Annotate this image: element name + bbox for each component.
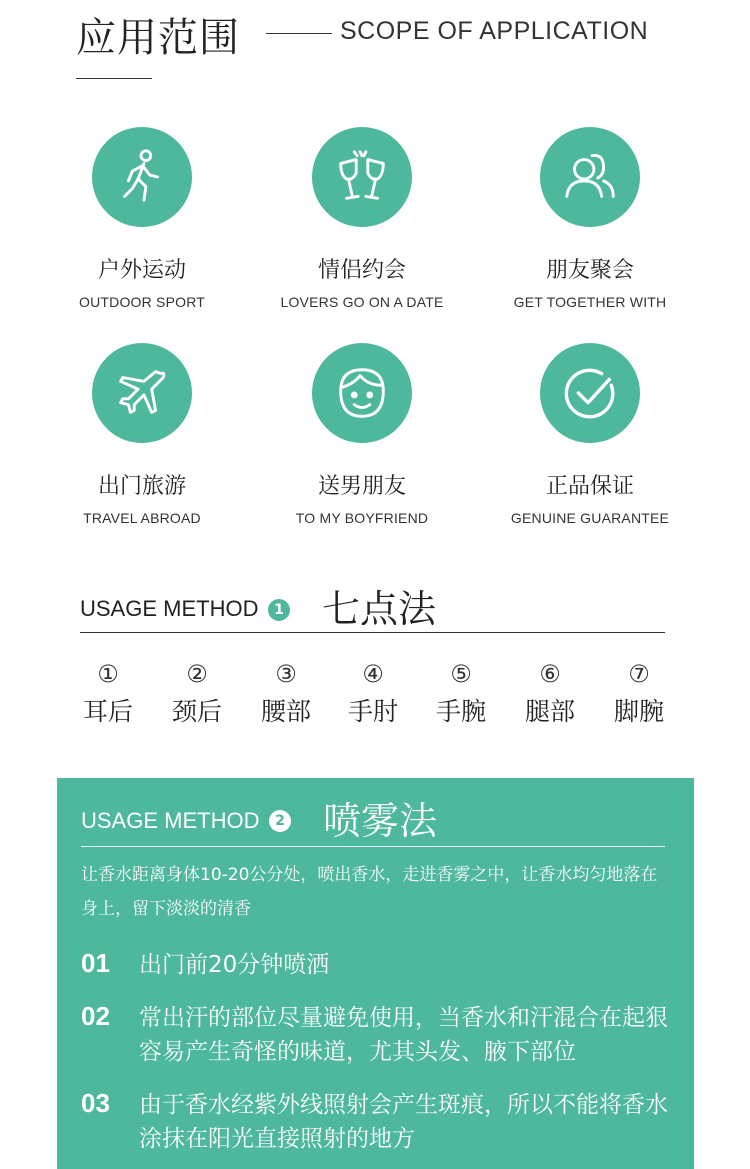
- step-item: [68, 660, 148, 728]
- step-label: 手肘: [347, 697, 398, 726]
- scenario-en: GET TOGETHER WITH: [513, 294, 667, 310]
- step-item: [157, 660, 237, 728]
- scenario-en: OUTDOOR SPORT: [78, 294, 206, 310]
- tip-text: 由于香水经紫外线照射会产生斑痕，所以不能将香水涂抹在阳光直接照射的地方: [139, 1092, 668, 1152]
- walking-person-icon: [92, 127, 192, 227]
- usage-method-2-header: [81, 798, 665, 847]
- step-number: ①: [97, 660, 119, 688]
- step-label: 耳后: [82, 697, 133, 726]
- wine-glasses-icon: [312, 127, 412, 227]
- tip-number: 02: [81, 1001, 110, 1031]
- spray-method-panel: [57, 778, 694, 1169]
- scenario-get-together: [475, 127, 705, 310]
- section-title: 应用范围: [76, 15, 240, 61]
- scenario-en: TRAVEL ABROAD: [83, 510, 201, 526]
- step-label: 腰部: [260, 697, 311, 726]
- section-header: [0, 0, 750, 90]
- title-underline: [76, 78, 152, 79]
- scenario-cn: 出门旅游: [97, 474, 186, 499]
- title-dash-line: [266, 33, 332, 34]
- step-number: ②: [186, 660, 208, 688]
- boy-face-icon: [312, 343, 412, 443]
- section-subtitle: SCOPE OF APPLICATION: [340, 17, 649, 45]
- step-item: [510, 660, 590, 728]
- scenario-en: LOVERS GO ON A DATE: [280, 294, 444, 310]
- tip-number: 03: [81, 1088, 110, 1118]
- usage-method-number-badge: 2: [269, 810, 291, 832]
- usage-method-title: 喷雾法: [323, 799, 438, 843]
- scenario-boyfriend: [247, 343, 477, 526]
- tip-text: 出门前20分钟喷洒: [139, 952, 330, 978]
- scenario-genuine: [475, 343, 705, 526]
- step-label: 手腕: [435, 697, 486, 726]
- tip-text: 常出汗的部位尽量避免使用，当香水和汗混合在起狠容易产生奇怪的味道，尤其头发、腋下部位: [139, 1005, 668, 1065]
- scenario-cn: 户外运动: [97, 258, 186, 283]
- usage-method-number-badge: 1: [268, 599, 290, 621]
- airplane-icon: [92, 343, 192, 443]
- step-label: 颈后: [171, 697, 222, 726]
- step-number: ⑥: [539, 660, 561, 688]
- step-number: ⑤: [450, 660, 472, 688]
- usage-method-1-header: [80, 578, 665, 633]
- step-item: [421, 660, 501, 728]
- scenario-cn: 正品保证: [545, 474, 634, 499]
- scenario-outdoor-sport: [27, 127, 257, 310]
- step-number: ⑦: [628, 660, 650, 688]
- scenario-cn: 朋友聚会: [545, 258, 634, 283]
- step-number: ③: [275, 660, 297, 688]
- step-item: [333, 660, 413, 728]
- step-item: [599, 660, 679, 728]
- usage-method-label: USAGE METHOD: [80, 596, 259, 621]
- check-circle-icon: [540, 343, 640, 443]
- tip-number: 01: [81, 948, 110, 978]
- usage-method-title: 七点法: [322, 587, 437, 631]
- two-people-icon: [540, 127, 640, 227]
- scenario-en: GENUINE GUARANTEE: [510, 510, 670, 526]
- step-item: [246, 660, 326, 728]
- step-label: 脚腕: [613, 697, 664, 726]
- scenario-cn: 情侣约会: [317, 258, 406, 283]
- step-label: 腿部: [524, 697, 575, 726]
- step-number: ④: [362, 660, 384, 688]
- scenario-en: TO MY BOYFRIEND: [295, 510, 429, 526]
- spray-description: 让香水距离身体10-20公分处，喷出香水，走进香雾之中，让香水均匀地落在身上，留下淡淡的清香: [81, 865, 658, 919]
- scenario-travel-abroad: [27, 343, 257, 526]
- scenario-lovers-date: [247, 127, 477, 310]
- scenario-cn: 送男朋友: [317, 474, 406, 499]
- usage-method-label: USAGE METHOD: [81, 808, 260, 833]
